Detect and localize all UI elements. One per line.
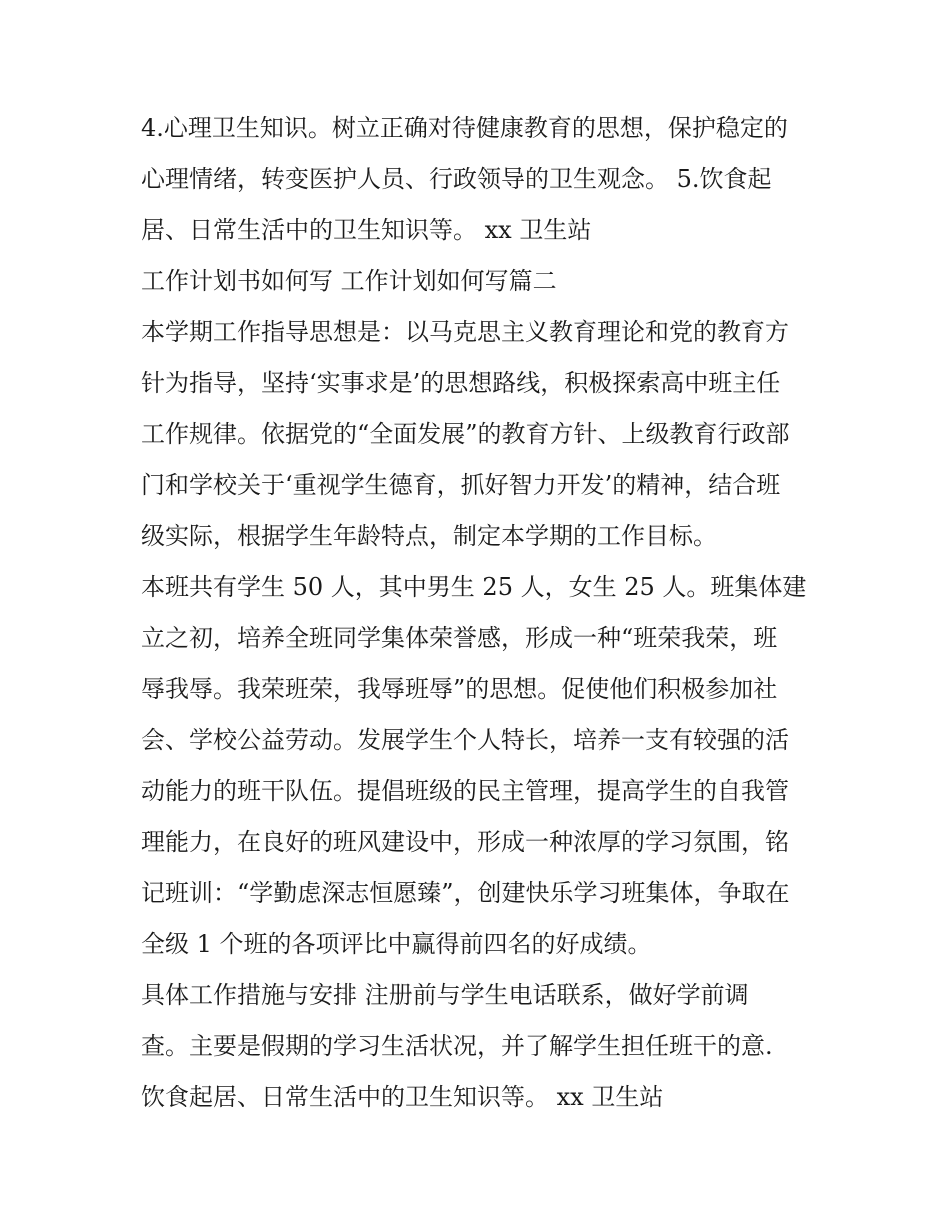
text-line-3: 居、日常生活中的卫生知识等。 xx 卫生站 xyxy=(141,216,592,244)
section-heading: 工作计划书如何写 工作计划如何写篇二 xyxy=(141,267,557,295)
text-line-8: 门和学校关于‘重视学生德育，抓好智力开发’的精神，结合班 xyxy=(141,471,781,499)
text-line-14: 动能力的班干队伍。提倡班级的民主管理，提高学生的自我管 xyxy=(141,777,789,805)
text-line-6: 针为指导，坚持‘实事求是’的思想路线，积极探索高中班主任 xyxy=(141,369,781,397)
text-line-5: 本学期工作指导思想是：以马克思主义教育理论和党的教育方 xyxy=(141,318,789,346)
text-line-12: 辱我辱。我荣班荣，我辱班辱”的思想。促使他们积极参加社 xyxy=(141,675,778,703)
text-line-10: 本班共有学生 50 人，其中男生 25 人，女生 25 人。班集体建 xyxy=(141,573,807,601)
text-line-11: 立之初，培养全班同学集体荣誉感，形成一种“班荣我荣，班 xyxy=(141,624,778,652)
text-line-7: 工作规律。依据党的“全面发展”的教育方针、上级教育行政部 xyxy=(141,420,790,448)
text-line-9: 级实际，根据学生年龄特点，制定本学期的工作目标。 xyxy=(141,522,717,550)
text-line-18: 具体工作措施与安排 注册前与学生电话联系，做好学前调 xyxy=(141,981,749,1009)
document-body xyxy=(141,103,821,1123)
text-line-16: 记班训：“学勤虑深志恒愿臻”，创建快乐学习班集体，争取在 xyxy=(141,879,790,907)
text-line-15: 理能力，在良好的班风建设中，形成一种浓厚的学习氛围，铭 xyxy=(141,828,789,856)
text-line-1: 4.心理卫生知识。树立正确对待健康教育的思想，保护稳定的 xyxy=(141,114,788,142)
text-line-17: 全级 1 个班的各项评比中赢得前四名的好成绩。 xyxy=(141,930,652,958)
text-line-13: 会、学校公益劳动。发展学生个人特长，培养一支有较强的活 xyxy=(141,726,789,754)
text-line-20: 饮食起居、日常生活中的卫生知识等。 xx 卫生站 xyxy=(141,1083,664,1111)
text-line-2: 心理情绪，转变医护人员、行政领导的卫生观念。 5.饮食起 xyxy=(141,165,772,193)
text-line-19: 查。主要是假期的学习生活状况，并了解学生担任班干的意. xyxy=(141,1032,773,1060)
